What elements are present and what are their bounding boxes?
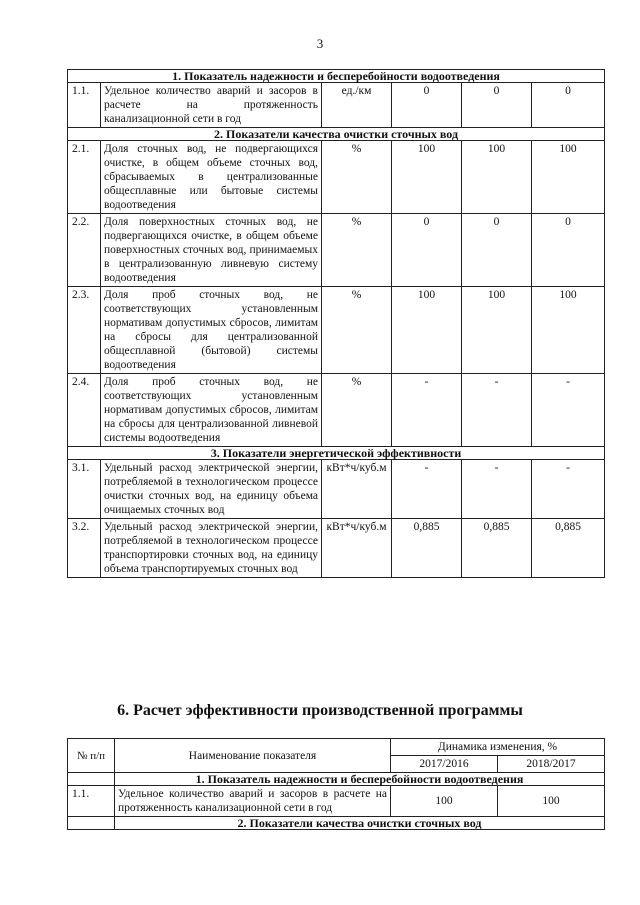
- table-row: [68, 460, 605, 519]
- col-dynamics-header: Динамика изменения, %: [391, 739, 605, 756]
- row-unit: %: [322, 214, 392, 287]
- row-unit: кВт*ч/куб.м: [322, 460, 392, 519]
- row-value: 100: [392, 287, 462, 374]
- row-unit: %: [322, 287, 392, 374]
- row-number: 1.1.: [68, 83, 101, 128]
- row-value: 100: [532, 287, 605, 374]
- section-title: 1. Показатель надежности и бесперебойности водоотведения: [68, 70, 605, 83]
- row-value: 0,885: [462, 519, 532, 578]
- table-row: [68, 519, 605, 578]
- section-title: 2. Показатели качества очистки сточных вод: [68, 128, 605, 141]
- section-title: 3. Показатели энергетической эффективности: [68, 447, 605, 460]
- row-value: -: [532, 460, 605, 519]
- row-value: 0: [462, 214, 532, 287]
- section-num-cell: [68, 817, 115, 830]
- row-unit: кВт*ч/куб.м: [322, 519, 392, 578]
- section-title: 1. Показатель надежности и бесперебойности водоотведения: [115, 773, 605, 786]
- row-value: -: [462, 460, 532, 519]
- section-row: [68, 817, 605, 830]
- row-value: 0,885: [532, 519, 605, 578]
- row-value: -: [392, 460, 462, 519]
- row-name: Удельный расход электрической энергии, потребляемой в технологическом процессе транспортировки сточных вод, на единицу объема транспортируемых сточных вод: [101, 519, 322, 578]
- row-number: 3.2.: [68, 519, 101, 578]
- page-number: 3: [316, 36, 324, 51]
- period-1-header: 2017/2016: [391, 756, 498, 773]
- table-row: [68, 141, 605, 214]
- row-number: 2.2.: [68, 214, 101, 287]
- row-value: 100: [462, 141, 532, 214]
- row-value: 100: [532, 141, 605, 214]
- row-value: -: [532, 374, 605, 447]
- row-value: 100: [391, 786, 498, 817]
- col-num-header: № п/п: [68, 739, 115, 773]
- header-row: [68, 739, 605, 756]
- row-name: Удельный расход электрической энергии, потребляемой в технологическом процессе очистки сточных вод, на единицу объема очищаемых сточных вод: [101, 460, 322, 519]
- table-row: [68, 83, 605, 128]
- row-unit: %: [322, 141, 392, 214]
- row-value: 0: [392, 83, 462, 128]
- row-value: 0: [532, 83, 605, 128]
- row-value: 100: [462, 287, 532, 374]
- row-value: 100: [498, 786, 605, 817]
- col-name-header: Наименование показателя: [115, 739, 391, 773]
- row-number: 1.1.: [68, 786, 115, 817]
- table-row: [68, 287, 605, 374]
- section-6-heading: 6. Расчет эффективности производственной программы: [117, 702, 523, 719]
- efficiency-table: [67, 738, 605, 830]
- row-name: Доля поверхностных сточных вод, не подвергающихся очистке, в общем объеме поверхностных сточных вод, принимаемых в централизованную ливневую систему водоотведения: [101, 214, 322, 287]
- row-name: Доля проб сточных вод, не соответствующих установленным нормативам допустимых сбросов, лимитам на сбросы для централизованной ливневой системы водоотведения: [101, 374, 322, 447]
- row-value: -: [462, 374, 532, 447]
- row-value: 100: [392, 141, 462, 214]
- row-unit: ед./км: [322, 83, 392, 128]
- section-title: 2. Показатели качества очистки сточных вод: [115, 817, 605, 830]
- row-name: Удельное количество аварий и засоров в расчете на протяженность канализационной сети в год: [115, 786, 391, 817]
- row-value: 0,885: [392, 519, 462, 578]
- row-value: 0: [392, 214, 462, 287]
- row-value: -: [392, 374, 462, 447]
- row-value: 0: [532, 214, 605, 287]
- row-number: 2.3.: [68, 287, 101, 374]
- row-name: Удельное количество аварий и засоров в расчете на протяженность канализационной сети в год: [101, 83, 322, 128]
- row-unit: %: [322, 374, 392, 447]
- section-row: [68, 773, 605, 786]
- period-2-header: 2018/2017: [498, 756, 605, 773]
- section-row: [68, 128, 605, 141]
- section-num-cell: [68, 773, 115, 786]
- section-row: [68, 70, 605, 83]
- row-name: Доля проб сточных вод, не соответствующих установленным нормативам допустимых сбросов, лимитам на сбросы для централизованной общесплавной (бытовой) системы водоотведения: [101, 287, 322, 374]
- indicators-table: [67, 69, 605, 578]
- row-number: 2.4.: [68, 374, 101, 447]
- table-row: [68, 786, 605, 817]
- table-row: [68, 374, 605, 447]
- row-number: 2.1.: [68, 141, 101, 214]
- row-number: 3.1.: [68, 460, 101, 519]
- section-row: [68, 447, 605, 460]
- row-value: 0: [462, 83, 532, 128]
- table-row: [68, 214, 605, 287]
- row-name: Доля сточных вод, не подвергающихся очистке, в общем объеме сточных вод, сбрасываемых в централизованные общесплавные или бытовые системы водоотведения: [101, 141, 322, 214]
